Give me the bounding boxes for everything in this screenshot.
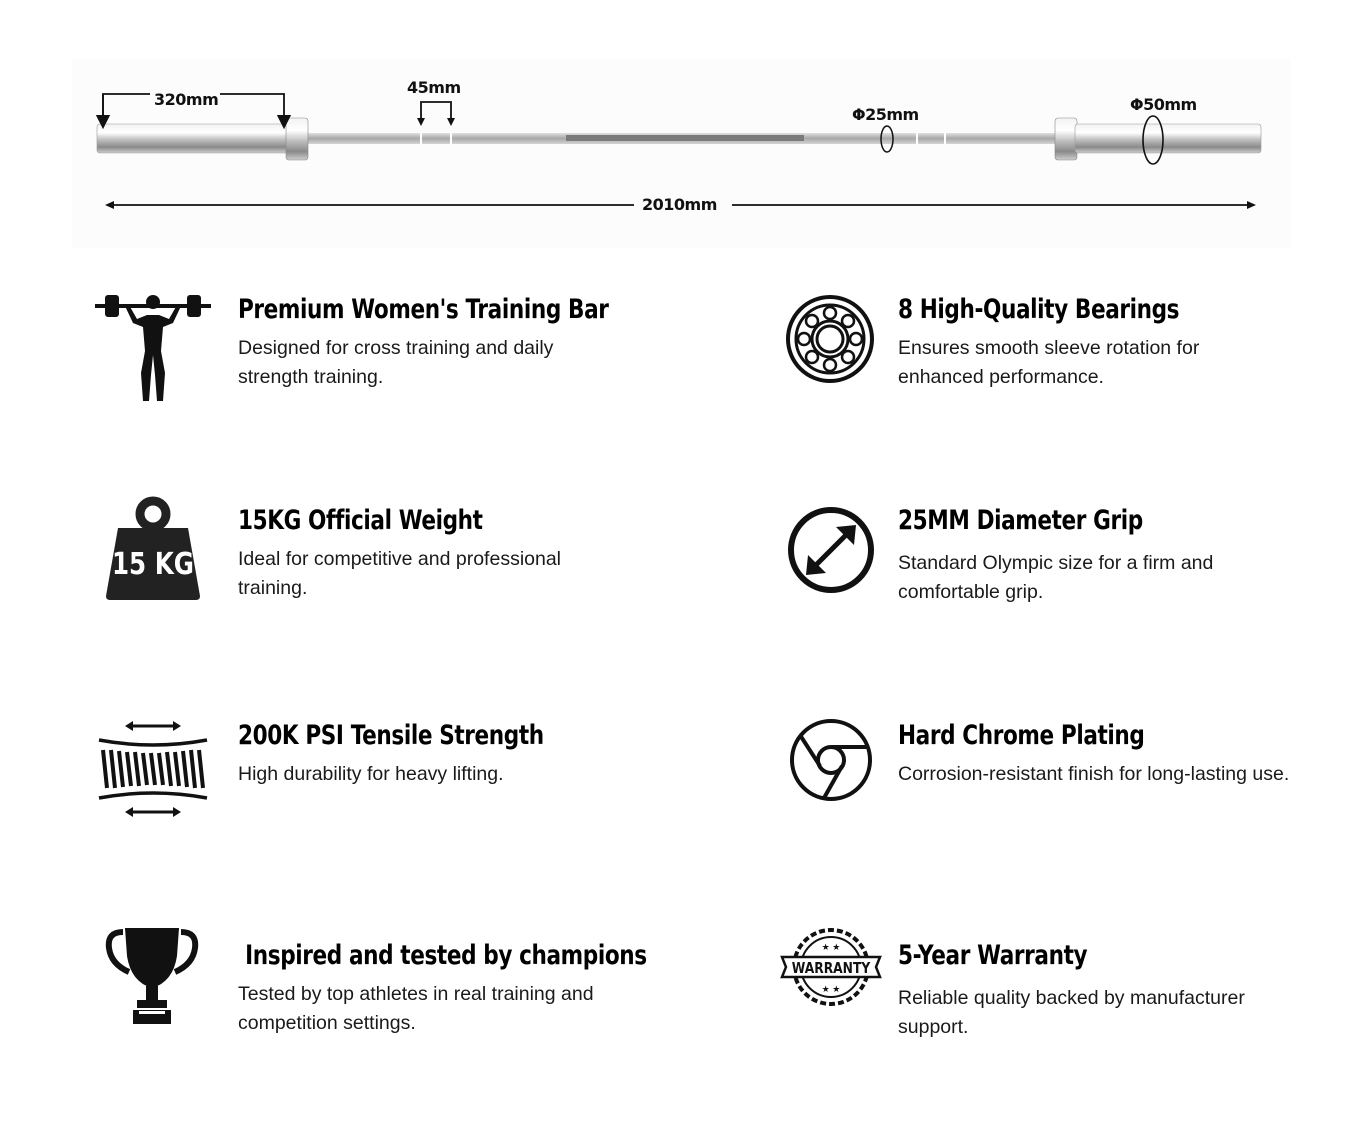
- right-sleeve: [1075, 124, 1261, 153]
- barbell-svg: [72, 58, 1290, 248]
- left-sleeve: [97, 124, 289, 153]
- tensile-icon: [97, 718, 209, 818]
- right-collar: [1055, 118, 1077, 160]
- diameter-icon: [786, 505, 876, 595]
- feature-title: 5-Year Warranty: [898, 940, 1088, 971]
- feature-title: Inspired and tested by champions: [238, 940, 647, 971]
- weight-icon: [104, 496, 202, 602]
- feature-title: Premium Women's Training Bar: [238, 294, 609, 325]
- warranty-badge-label: WARRANTY: [791, 959, 871, 978]
- total-length-label: 2010mm: [642, 195, 717, 214]
- sleeve-diameter-label: Φ50mm: [1130, 95, 1197, 114]
- feature-desc: Reliable quality backed by manufacturer support.: [898, 987, 1245, 1038]
- feature-desc: Tested by top athletes in real training and competition settings.: [238, 983, 594, 1034]
- feature-title: 15KG Official Weight: [238, 505, 483, 536]
- left-collar: [286, 118, 308, 160]
- trophy-icon: [105, 926, 199, 1026]
- feature-desc: Standard Olympic size for a firm and comfortable grip.: [898, 552, 1214, 603]
- barbell-diagram: [72, 58, 1290, 248]
- chrome-icon: [788, 717, 874, 803]
- feature-desc: Ideal for competitive and professional training.: [238, 548, 562, 599]
- shaft-diameter-label: Φ25mm: [852, 105, 919, 124]
- feature-title: 200K PSI Tensile Strength: [238, 720, 544, 751]
- knurl-gap-label: 45mm: [407, 78, 461, 97]
- svg-text:★ ★: ★ ★: [821, 942, 841, 952]
- woman-lifting-icon: [95, 293, 211, 403]
- feature-desc: Ensures smooth sleeve rotation for enhanced performance.: [898, 337, 1200, 388]
- weight-icon-label: 15 KG: [111, 547, 194, 582]
- bar-center-knurl: [566, 135, 804, 141]
- feature-title: Hard Chrome Plating: [898, 720, 1145, 751]
- svg-text:★ ★: ★ ★: [821, 984, 841, 994]
- feature-title: 8 High-Quality Bearings: [898, 294, 1180, 325]
- feature-desc: High durability for heavy lifting.: [238, 763, 504, 785]
- warranty-badge-icon: [780, 926, 882, 1008]
- feature-desc: Designed for cross training and daily strength training.: [238, 337, 554, 388]
- bearing-icon: [785, 294, 875, 384]
- feature-desc: Corrosion-resistant finish for long-lasting use.: [898, 763, 1290, 785]
- feature-title: 25MM Diameter Grip: [898, 505, 1143, 536]
- sleeve-length-label: 320mm: [154, 90, 219, 109]
